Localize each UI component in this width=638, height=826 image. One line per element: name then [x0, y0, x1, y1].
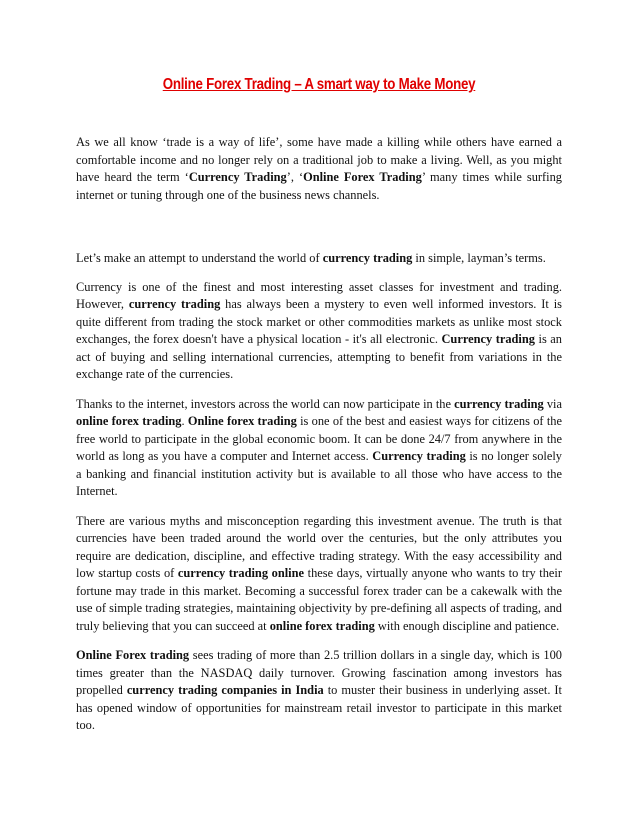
bold-term: currency trading	[454, 396, 544, 411]
bold-term: online forex trading	[269, 618, 375, 633]
bold-term: currency trading	[322, 251, 413, 265]
paragraph-text: has always been a mystery to even well informed investors. It is quite different from trading the stock market or other commodities markets as unlike most stock exchanges, the forex doesn't have a physical location - it's all electronic.	[76, 297, 562, 346]
paragraph-4	[76, 396, 562, 501]
paragraph-text: Currency is one of the finest and most interesting asset classes for investment and trading. However,	[76, 279, 562, 311]
paragraph-text: As we all know ‘trade is a way of life’, some have made a killing while others have earned a comfortable income and no longer rely on a traditional job to make a living. Well, as you might have heard the term ‘	[76, 135, 562, 184]
paragraph-text: .	[181, 414, 188, 428]
bold-term: Online Forex trading	[76, 648, 190, 662]
paragraph-3	[76, 279, 562, 384]
paragraph-text: to muster their business in underlying asset. It has opened window of opportunities for mainstream retail investor to participate in this market too.	[76, 683, 562, 732]
bold-term: currency trading companies in India	[126, 683, 324, 697]
paragraph-5	[76, 513, 562, 636]
paragraph-2	[76, 250, 562, 268]
paragraph-text: in simple, layman’s terms.	[412, 251, 546, 265]
bold-term: currency trading online	[177, 566, 305, 580]
bold-term: Currency Trading	[188, 170, 287, 184]
paragraph-text: Thanks to the internet, investors across the world can now participate in the	[76, 396, 455, 411]
bold-term: Online Forex Trading	[303, 170, 422, 184]
paragraph-6	[76, 647, 562, 735]
document-title: Online Forex Trading – A smart way to Make Money	[162, 76, 476, 93]
bold-term: Currency trading	[441, 332, 535, 346]
bold-term: online forex trading	[76, 414, 182, 428]
bold-term: currency trading	[128, 297, 221, 311]
paragraph-text: is one of the best and easiest ways for citizens of the free world to participate in the global economic boom. It can be done 24/7 from anywhere in the world as long as you have a computer and Internet access.	[76, 414, 562, 463]
paragraph-text: sees trading of more than 2.5 trillion dollars in a single day, which is 100 times greater than the NASDAQ daily turnover. Growing fascination among investors has propelled	[76, 648, 562, 697]
paragraph-text: There are various myths and misconception regarding this investment avenue. The truth is that currencies have been traded around the world over the centuries, but the only attributes you require are dedication, discipline, and effective trading strategy. With the easy accessibility and low startup costs of	[76, 513, 562, 580]
paragraph-text: is an act of buying and selling international currencies, attempting to benefit from variations in the exchange rate of the currencies.	[76, 332, 563, 381]
paragraph-text: is no longer solely a banking and financial institution activity but is available to all those who have access to the Internet.	[76, 449, 562, 498]
document-body	[76, 134, 562, 747]
paragraph-text: via	[543, 396, 562, 411]
paragraph-1	[76, 134, 562, 204]
paragraph-text: these days, virtually anyone who wants to try their fortune may trade in this market. Becoming a successful forex trader can be a cakewalk with the use of simple trading strategies, maintaining objectivity by pre-defining all aspects of trading, and truly believing that you can succeed at	[76, 566, 562, 633]
bold-term: Currency trading	[372, 449, 466, 463]
paragraph-text: with enough discipline and patience.	[374, 618, 560, 633]
paragraph-text: Let’s make an attempt to understand the world of	[76, 251, 323, 265]
paragraph-text: ’ many times while surfing internet or tuning through one of the business news channels.	[76, 170, 562, 202]
paragraph-text: ’, ‘	[286, 170, 304, 184]
bold-term: Online forex trading	[187, 414, 297, 428]
